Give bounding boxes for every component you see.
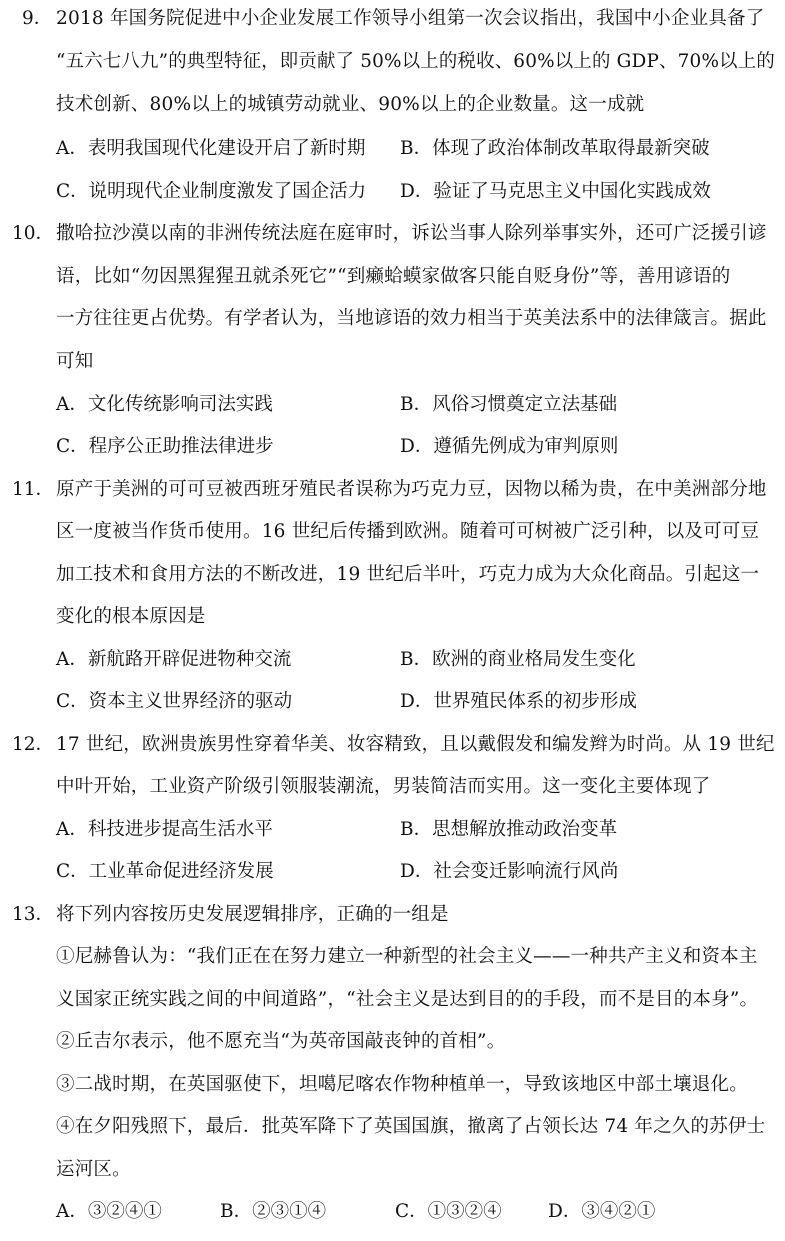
option-a: A．文化传统影响司法实践: [56, 394, 273, 415]
option-d: D．社会变迁影响流行风尚: [400, 861, 619, 882]
question-stem-line: 撒哈拉沙漠以南的非洲传统法庭在庭审时，诉讼当事人除列举事实外，还可广泛援引谚: [56, 223, 767, 244]
question-stem-line: 可知: [56, 351, 94, 372]
question-number: 9．: [22, 8, 53, 29]
question-stem-line: ③二战时期，在英国驱使下，坦噶尼喀农作物种植单一，导致该地区中部土壤退化。: [56, 1074, 748, 1095]
option-a: A．③②④①: [56, 1201, 162, 1222]
option-d: D．③④②①: [548, 1201, 656, 1222]
question-stem-line: 运河区。: [56, 1159, 131, 1180]
question-stem-line: 将下列内容按历史发展逻辑排序，正确的一组是: [56, 904, 449, 925]
option-d: D．世界殖民体系的初步形成: [400, 691, 637, 712]
option-c: C．资本主义世界经济的驱动: [56, 691, 293, 712]
option-b: B．②③①④: [220, 1201, 327, 1222]
question-number: 13．: [12, 904, 55, 925]
option-d: D．验证了马克思主义中国化实践成效: [400, 181, 711, 202]
option-a: A．新航路开辟促进物种交流: [56, 649, 292, 670]
question-stem-line: 17 世纪，欧洲贵族男性穿着华美、妆容精致，且以戴假发和编发辫为时尚。从 19 世纪: [56, 734, 775, 755]
option-c: C．程序公正助推法律进步: [56, 436, 274, 457]
option-b: B．风俗习惯奠定立法基础: [400, 394, 618, 415]
option-c: C．①③②④: [395, 1201, 502, 1222]
question-stem-line: ①尼赫鲁认为：“我们正在在努力建立一种新型的社会主义——一种共产主义和资本主: [56, 946, 758, 967]
option-b: B．欧洲的商业格局发生变化: [400, 649, 636, 670]
option-a: A．科技进步提高生活水平: [56, 819, 273, 840]
question-stem-line: “五六七八九”的典型特征，即贡献了 50%以上的税收、60%以上的 GDP、70%以上的: [56, 51, 775, 72]
question-stem-line: ④在夕阳残照下，最后．批英军降下了英国国旗，撤离了占领长达 74 年之久的苏伊士: [56, 1116, 766, 1137]
option-c: C．说明现代企业制度激发了国企活力: [56, 181, 367, 202]
option-d: D．遵循先例成为审判原则: [400, 436, 619, 457]
option-b: B．思想解放推动政治变革: [400, 819, 618, 840]
question-number: 11．: [12, 479, 55, 500]
question-stem-line: 中叶开始，工业资产阶级引领服装潮流，男装简洁而实用。这一变化主要体现了: [56, 776, 711, 797]
question-stem-line: ②丘吉尔表示，他不愿充当“为英帝国敲丧钟的首相”。: [56, 1031, 506, 1052]
question-number: 12．: [12, 734, 55, 755]
question-stem-line: 义国家正统实践之间的中间道路”，“社会主义是达到目的的手段，而不是目的本身”。: [56, 989, 759, 1010]
question-stem-line: 2018 年国务院促进中小企业发展工作领导小组第一次会议指出，我国中小企业具备了: [56, 8, 765, 29]
question-stem-line: 变化的根本原因是: [56, 606, 206, 627]
question-stem-line: 加工技术和食用方法的不断改进，19 世纪后半叶，巧克力成为大众化商品。引起这一: [56, 564, 760, 585]
question-number: 10．: [12, 223, 55, 244]
question-stem-line: 一方往往更占优势。有学者认为，当地谚语的效力相当于英美法系中的法律箴言。据此: [56, 308, 767, 329]
option-a: A．表明我国现代化建设开启了新时期: [56, 138, 366, 159]
question-stem-line: 原产于美洲的可可豆被西班牙殖民者误称为巧克力豆，因物以稀为贵，在中美洲部分地: [56, 479, 767, 500]
option-c: C．工业革命促进经济发展: [56, 861, 274, 882]
question-stem-line: 区一度被当作货币使用。16 世纪后传播到欧洲。随着可可树被广泛引种，以及可可豆: [56, 521, 760, 542]
question-stem-line: 技术创新、80%以上的城镇劳动就业、90%以上的企业数量。这一成就: [56, 94, 645, 115]
option-b: B．体现了政治体制改革取得最新突破: [400, 138, 710, 159]
question-stem-line: 语，比如“勿因黑猩猩丑就杀死它”“到癞蛤蟆家做客只能自贬身份”等，善用谚语的: [56, 266, 731, 287]
